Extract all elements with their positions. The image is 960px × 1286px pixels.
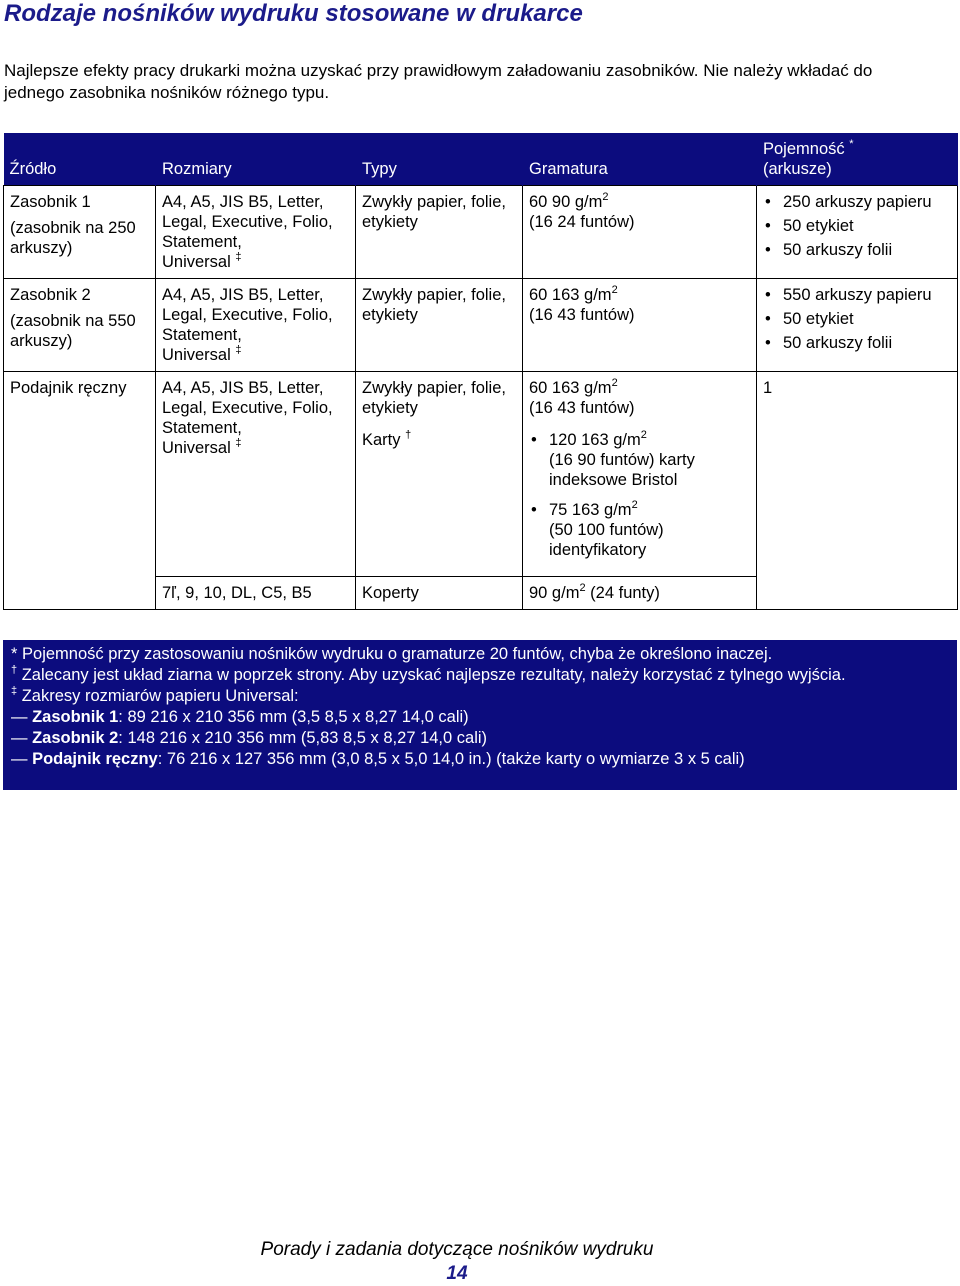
source-subtitle: (zasobnik na 250 arkuszy) [10,219,136,257]
list-item: • 50 etykiet [763,309,951,329]
list-item: • 50 arkuszy folii [763,240,951,260]
list-item: • 50 etykiet [763,216,951,236]
weight-value: 60 163 g/m [529,379,612,397]
cards-weight-value: 75 163 g/m [549,501,632,519]
table-row [4,186,958,279]
header-capacity-label: Pojemność [763,140,845,158]
weight-exponent: 2 [602,191,609,203]
weight-value: 60 163 g/m [529,286,612,304]
capacity-list [763,192,951,260]
types-cell: Zwykły papier, folie, etykiety [356,279,523,372]
list-item: • 50 arkuszy folii [763,333,951,353]
range-dash: — [11,750,28,768]
footnote-mark: † [11,664,18,676]
weight-imperial: (16 43 funtów) [529,306,635,324]
cards-weight-detail: (16 90 funtów) karty indeksowe Bristol [549,451,695,489]
weight-exponent: 2 [640,429,647,441]
footnote-cards [11,665,951,686]
sizes-universal: Universal [162,253,231,271]
footnote-text: Pojemność przy zastosowaniu nośników wydruku o gramaturze 20 funtów, chyba że określono inaczej. [22,645,773,663]
cards-weight-list [529,430,750,560]
universal-footnote-mark: ‡ [235,437,242,449]
header-capacity-unit: (arkusze) [763,160,832,178]
sizes-list: A4, A5, JIS B5, Letter, Legal, Executive, Folio, Statement, [162,379,333,437]
universal-range-item [11,707,951,728]
footnote-universal [11,686,951,707]
cards-weight-detail: (50 100 funtów) identyfikatory [549,521,664,559]
sizes-cell [156,372,356,577]
page-number: 14 [446,1263,468,1284]
envelope-weight-cell [523,577,757,610]
weight-imperial: (16 43 funtów) [529,399,635,417]
page-title: Rodzaje nośników wydruku stosowane w drukarce [4,0,583,27]
list-item [529,500,750,560]
source-cell [4,372,156,610]
cards-label: Karty [362,431,401,449]
sizes-cell [156,279,356,372]
source-name: Podajnik ręczny [10,379,127,397]
weight-exponent: 2 [579,582,586,594]
sizes-cell [156,186,356,279]
header-capacity [757,133,958,186]
types-cell [356,424,523,577]
source-name: Zasobnik 2 [10,286,91,304]
types-cell: Zwykły papier, folie, etykiety [356,186,523,279]
universal-range-item [11,728,951,749]
page-footer [0,1238,914,1286]
table-row [4,279,958,372]
range-dash: — [11,708,28,726]
sizes-list: A4, A5, JIS B5, Letter, Legal, Executive, Folio, Statement, [162,193,333,251]
envelope-type-cell: Koperty [356,577,523,610]
range-text: : 76 216 x 127 356 mm (3,0 8,5 x 5,0 14,0 in.) (także karty o wymiarze 3 x 5 cali) [157,750,745,768]
weight-exponent: 2 [611,284,618,296]
sizes-universal: Universal [162,439,231,457]
universal-footnote-mark: ‡ [235,344,242,356]
footnote-mark: * [11,645,18,663]
weight-cell [523,279,757,372]
table-row [4,372,958,425]
source-name: Zasobnik 1 [10,193,91,211]
header-weight: Gramatura [523,133,757,186]
header-sizes: Rozmiary [156,133,356,186]
capacity-cell: 1 [757,372,958,610]
intro-paragraph: Najlepsze efekty pracy drukarki można uzyskać przy prawidłowym załadowaniu zasobników. Nie należy wkładać do jednego zasobnika nośników różnego typu. [4,61,873,102]
weight-exponent: 2 [631,499,638,511]
capacity-list [763,285,951,353]
weight-imperial: (16 24 funtów) [529,213,635,231]
envelope-weight-imperial: (24 funty) [590,584,660,602]
footnote-text: Zalecany jest układ ziarna w poprzek strony. Aby uzyskać najlepsze rezultaty, należy korzystać z tylnego wyjścia. [21,666,846,684]
footnote-mark: ‡ [11,685,18,697]
sizes-list: A4, A5, JIS B5, Letter, Legal, Executive, Folio, Statement, [162,286,333,344]
source-subtitle: (zasobnik na 550 arkuszy) [10,312,136,350]
weight-cell [523,186,757,279]
weight-value: 60 90 g/m [529,193,603,211]
sizes-universal: Universal [162,346,231,364]
weight-cell [523,424,757,577]
weight-exponent: 2 [611,377,618,389]
footnote-text: Zakresy rozmiarów papieru Universal: [21,687,299,705]
range-label: Podajnik ręczny [32,750,158,768]
source-cell [4,186,156,279]
source-cell [4,279,156,372]
types-cell: Zwykły papier, folie, etykiety [356,372,523,425]
envelope-sizes-cell: 7ľ, 9, 10, DL, C5, B5 [156,577,356,610]
capacity-cell [757,186,958,279]
list-item: • 250 arkuszy papieru [763,192,951,212]
media-table [3,133,958,610]
footer-section-title: Porady i zadania dotyczące nośników wydruku [260,1239,654,1260]
envelope-weight-value: 90 g/m [529,584,580,602]
universal-range-item [11,749,951,770]
table-header-row [4,133,958,186]
range-text: : 148 216 x 210 356 mm (5,83 8,5 x 8,27 14,0 cali) [118,729,488,747]
weight-cell [523,372,757,425]
header-capacity-footnote-mark: * [849,138,854,150]
capacity-cell [757,279,958,372]
list-item [529,430,750,490]
cards-footnote-mark: † [405,429,412,441]
footnotes-box [3,640,957,790]
range-text: : 89 216 x 210 356 mm (3,5 8,5 x 8,27 14,0 cali) [118,708,469,726]
list-item: • 550 arkuszy papieru [763,285,951,305]
universal-footnote-mark: ‡ [235,251,242,263]
footnote-capacity [11,644,951,665]
range-dash: — [11,729,28,747]
range-label: Zasobnik 2 [32,729,119,747]
header-source: Źródło [4,133,156,186]
range-label: Zasobnik 1 [32,708,119,726]
header-types: Typy [356,133,523,186]
cards-weight-value: 120 163 g/m [549,431,641,449]
